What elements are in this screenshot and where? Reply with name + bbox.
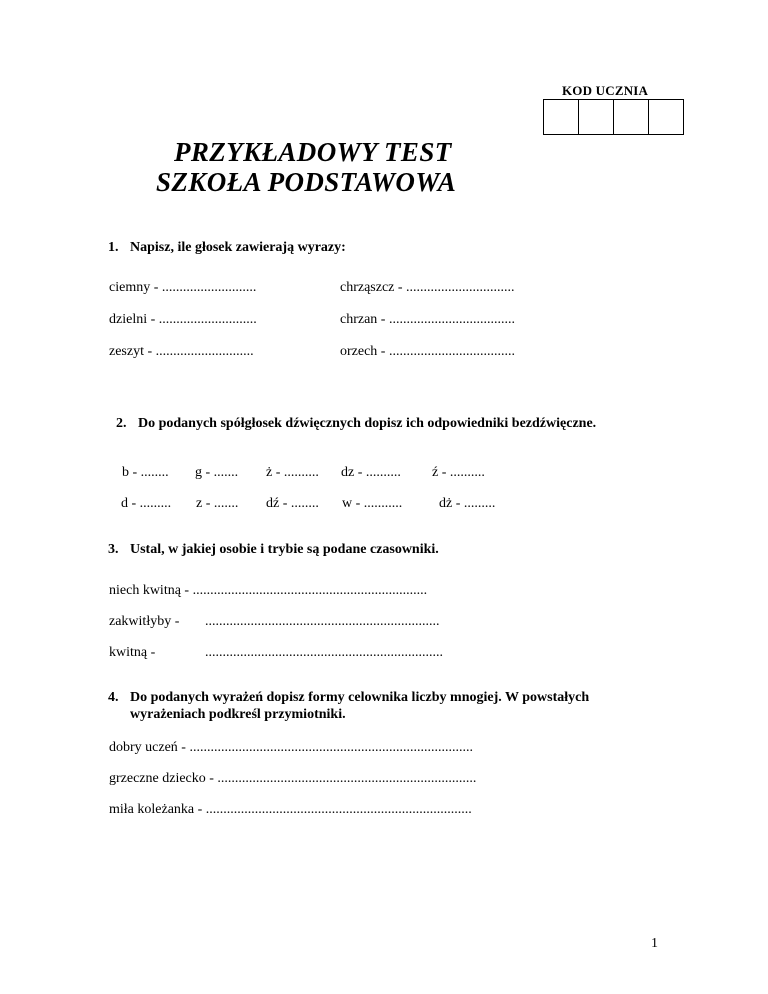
question-2-number: 2. xyxy=(116,416,127,431)
q2-item: g - ....... xyxy=(195,465,239,480)
q3-answer-dots: .................................................................... xyxy=(205,645,443,660)
q4-item: miła koleżanka - ............................................................................ xyxy=(109,802,472,817)
q1-item: ciemny - ........................... xyxy=(109,280,257,295)
q2-item: ź - .......... xyxy=(432,465,485,480)
q3-term: zakwitłyby - xyxy=(109,614,180,629)
q3-term: kwitną - xyxy=(109,645,156,660)
q3-item xyxy=(109,614,179,630)
question-4-heading xyxy=(108,690,589,706)
q2-item: b - ........ xyxy=(122,465,169,480)
question-3-number: 3. xyxy=(108,542,119,557)
q2-item: ż - .......... xyxy=(266,465,319,480)
question-2-heading xyxy=(116,416,596,432)
question-1-text: Napisz, ile głosek zawierają wyrazy: xyxy=(130,240,346,255)
q2-item: dz - .......... xyxy=(341,465,401,480)
q2-item: w - ........... xyxy=(342,496,403,511)
q3-item xyxy=(109,645,155,661)
question-3-text: Ustal, w jakiej osobie i trybie są podane czasowniki. xyxy=(130,542,439,557)
q2-item: z - ....... xyxy=(196,496,239,511)
question-2-text: Do podanych spółgłosek dźwięcznych dopisz ich odpowiedniki bezdźwięczne. xyxy=(138,416,597,431)
q3-answer-dots: ................................................................... xyxy=(205,614,440,629)
student-code-cell[interactable] xyxy=(614,100,649,134)
title-line-2: SZKOŁA PODSTAWOWA xyxy=(156,167,457,197)
title-line-1: PRZYKŁADOWY TEST xyxy=(174,137,452,167)
q1-item: chrzan - .................................... xyxy=(340,312,515,327)
q2-item: dź - ........ xyxy=(266,496,319,511)
q2-item: dż - ......... xyxy=(439,496,496,511)
q1-item: chrząszcz - ............................... xyxy=(340,280,515,295)
q4-item: dobry uczeń - ................................................................................. xyxy=(109,740,473,755)
q1-item: zeszyt - ............................ xyxy=(109,344,254,359)
student-code-boxes xyxy=(543,99,684,135)
q4-item: grzeczne dziecko - .......................................................................... xyxy=(109,771,477,786)
question-4-text-line-2: wyrażeniach podkreśl przymiotniki. xyxy=(130,707,346,722)
student-code-cell[interactable] xyxy=(649,100,683,134)
question-4-text-line-1: Do podanych wyrażeń dopisz formy celownika liczby mnogiej. W powstałych xyxy=(130,690,590,705)
q3-item xyxy=(109,583,427,599)
student-code-cell[interactable] xyxy=(544,100,579,134)
q3-answer-dots: ................................................................... xyxy=(192,583,428,598)
q1-item: dzielni - ............................ xyxy=(109,312,257,327)
question-1-heading xyxy=(108,240,346,256)
question-4-number: 4. xyxy=(108,690,119,705)
q1-item: orzech - .................................... xyxy=(340,344,515,359)
question-1-number: 1. xyxy=(108,240,119,255)
page-number: 1 xyxy=(651,936,658,951)
student-code-cell[interactable] xyxy=(579,100,614,134)
student-code-label: KOD UCZNIA xyxy=(562,83,649,98)
q2-item: d - ......... xyxy=(121,496,172,511)
q3-term: niech kwitną - xyxy=(109,583,193,598)
question-3-heading xyxy=(108,542,439,558)
